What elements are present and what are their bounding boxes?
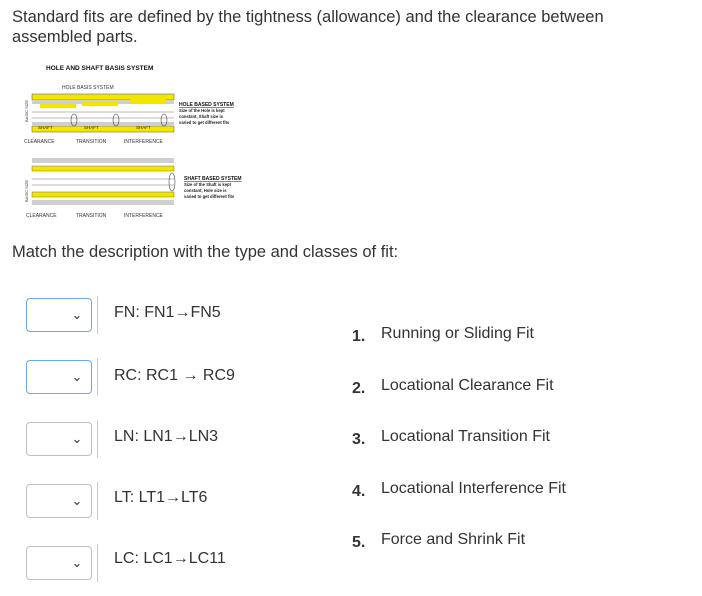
fit-label-interference-2: INTERFERENCE [124,213,163,219]
fit-label-transition-2: TRANSITION [76,213,107,219]
answer-option-4 [352,480,566,498]
shaft-band-top [32,166,174,171]
match-dropdown-rc[interactable] [26,360,92,394]
shaft-label-3: SHAFT [136,125,151,130]
chevron-down-icon: ⌄ [71,555,83,570]
hole-shaft-diagram [12,60,272,230]
answer-option-5 [352,531,525,549]
shaft-note-2: Size of the Shaft is kept [184,182,232,187]
chevron-down-icon: ⌄ [71,307,83,322]
shaft-hl-1 [40,104,76,108]
item-rc: RC: RC1 → RC9 [114,367,235,384]
answer-text: Locational Clearance Fit [381,377,554,394]
answer-number: 2. [352,380,366,397]
instruction-text: Match the description with the type and classes of fit: [12,243,399,261]
match-dropdown-lc[interactable] [26,546,92,580]
shaft-band-bottom [32,192,174,197]
answer-number: 4. [352,483,366,500]
item-fn: FN: FN1→FN5 [114,304,221,321]
fit-label-transition-1: TRANSITION [76,139,107,145]
hole-note-1: HOLE BASED SYSTEM [179,102,234,108]
answer-option-3 [352,428,550,446]
diagram-hole-basis-label: HOLE BASIS SYSTEM [62,85,114,91]
divider [97,296,98,334]
divider [97,482,98,520]
shaft-hl-3 [130,98,166,103]
shaft-hl-2 [82,102,118,106]
divider [97,544,98,582]
shaft-label-1: SHAFT [38,125,53,130]
shaft-note-3: constant, Hole size is [184,188,227,193]
diagram-basic-size-label-2: BASIC SIZE [24,179,29,202]
chevron-down-icon: ⌄ [71,431,83,446]
fit-label-interference-1: INTERFERENCE [124,139,163,145]
hatch-top-2 [32,158,174,163]
intro-text: Standard fits are defined by the tightness (allowance) and the clearance between assembled parts. [12,8,604,46]
hole-band-bottom [32,126,174,132]
match-dropdown-ln[interactable] [26,422,92,456]
hole-note-2: Size of the Hole is kept [179,108,225,113]
hole-note-3: constant, Shaft size is [179,114,223,119]
shaft-note-1: SHAFT BASED SYSTEM [184,176,242,182]
hole-note-4: varied to get different fits [179,120,230,125]
answer-text: Locational Interference Fit [381,480,566,497]
chevron-down-icon: ⌄ [71,493,83,508]
answer-option-2 [352,377,554,395]
answer-number: 1. [352,328,366,345]
match-dropdown-lt[interactable] [26,484,92,518]
answer-option-1 [352,325,534,343]
item-ln: LN: LN1→LN3 [114,428,219,445]
item-lc: LC: LC1→LC11 [114,550,226,567]
divider [97,358,98,396]
answer-number: 5. [352,534,366,551]
diagram-title: HOLE AND SHAFT BASIS SYSTEM [46,65,154,72]
diagram-basic-size-label: BASIC SIZE [24,99,29,122]
answer-text: Force and Shrink Fit [381,531,526,548]
shaft-label-2: SHAFT [84,125,99,130]
item-lt: LT: LT1→LT6 [114,489,208,506]
hatch-bottom [32,122,174,126]
divider [97,420,98,458]
shaft-end-4 [169,173,175,191]
hatch-bottom-2 [32,200,174,205]
answer-number: 3. [352,431,366,448]
answer-text: Running or Sliding Fit [381,325,534,342]
fit-label-clearance-1: CLEARANCE [24,139,55,145]
chevron-down-icon: ⌄ [71,369,83,384]
match-dropdown-fn[interactable] [26,298,92,332]
answer-text: Locational Transition Fit [381,428,550,445]
fit-label-clearance-2: CLEARANCE [26,213,57,219]
shaft-note-4: varied to get different fits [184,194,235,199]
